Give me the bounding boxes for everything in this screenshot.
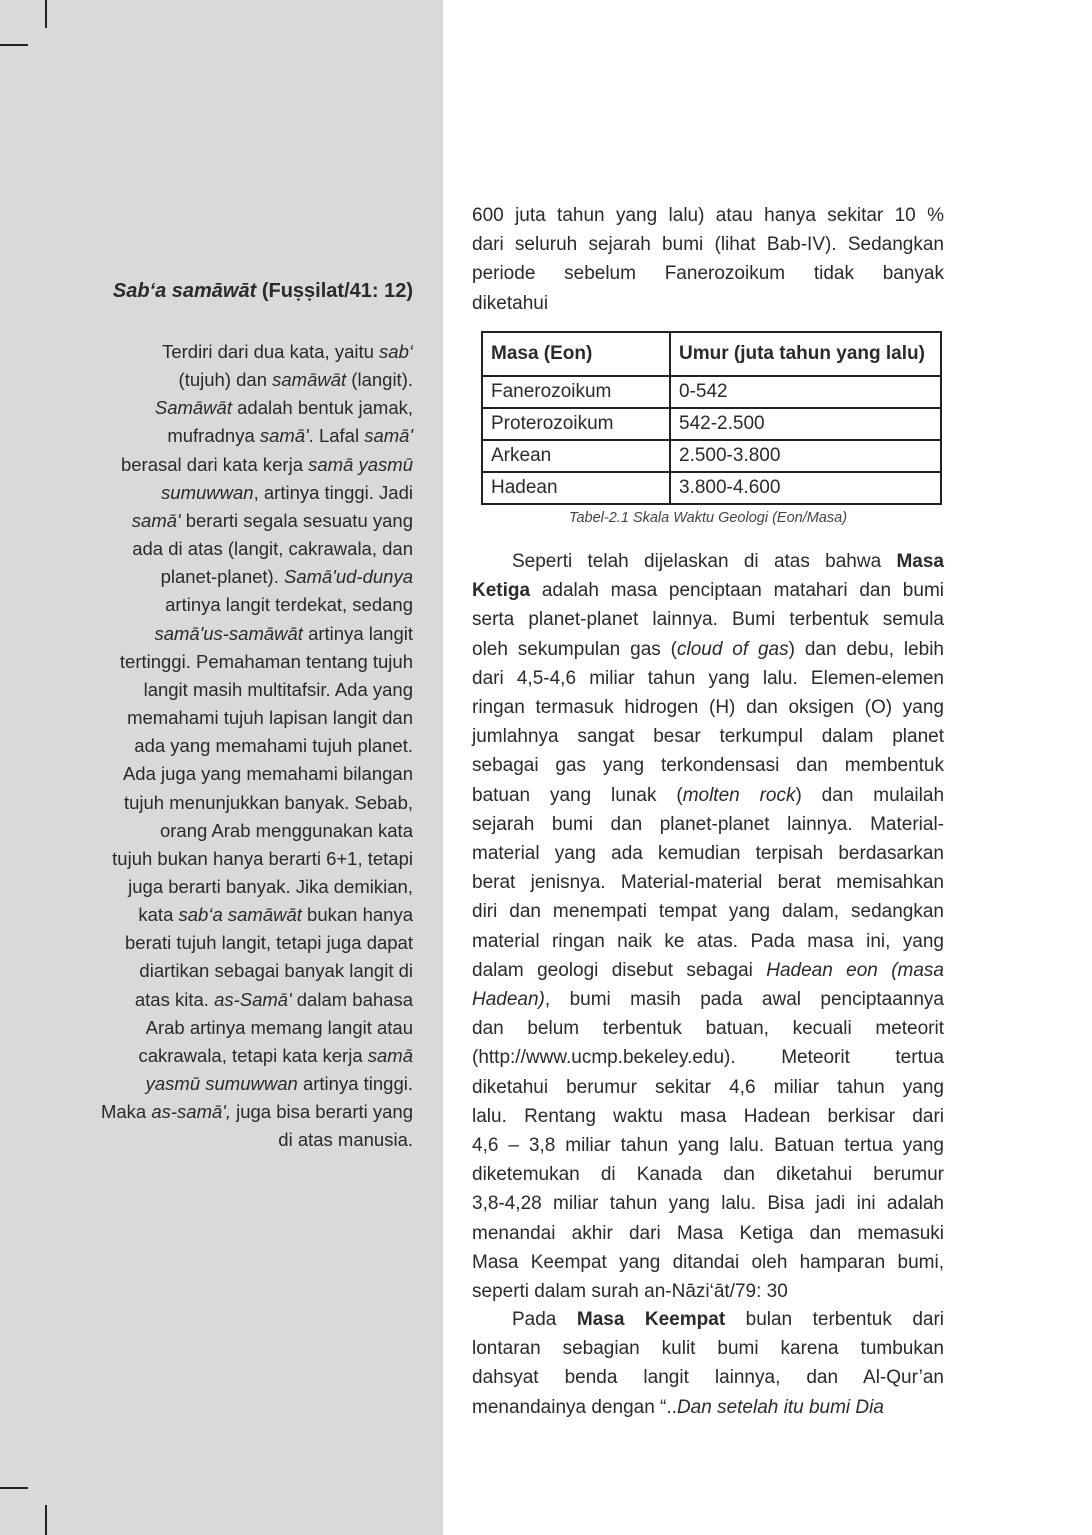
text-run: Pada [512,1309,577,1330]
text-run: oleh sekumpulan gas ( [472,638,677,660]
text-line [60,338,413,366]
text-line [60,366,413,394]
italic-text: samāwāt [272,369,347,391]
text-line [472,1305,944,1334]
text-line [472,751,944,780]
text-line [472,201,944,230]
text-run: . Lafal [308,425,365,447]
text-line [472,1334,944,1363]
text-line [472,259,944,288]
text-line [60,591,413,619]
text-line [472,985,944,1014]
italic-text: Hadean eon (masa [766,959,944,981]
cell-eon: Hadean [482,472,670,504]
text-run: Ada juga yang memahami bilangan [122,763,413,785]
crop-mark-top-horizontal [0,44,28,46]
text-run: planet-planet). [160,566,284,588]
text-run: dan belum terbentuk batuan, kecuali meteorit [472,1018,944,1040]
text-run: berat jenisnya. Material-material berat memisahkan [472,872,944,894]
text-line [472,1131,944,1160]
italic-text: samā' [364,425,413,447]
text-line [60,901,413,929]
text-run: memahami tujuh lapisan langit dan [127,707,413,729]
text-line [472,576,944,605]
table-row [482,376,941,408]
italic-text: as-samā', [151,1101,231,1123]
text-run: berasal dari kata kerja [120,453,309,475]
table-row [482,440,941,472]
text-run: seperti dalam surah an-Nāzi‘āt/79: 30 [472,1281,788,1303]
text-run: 4,6 – 3,8 miliar tahun yang lalu. Batuan tertua yang [472,1135,944,1157]
text-run: berati tujuh langit, tetapi juga dapat [125,932,413,954]
text-run: adalah bentuk jamak, [231,397,413,419]
text-line [472,1393,944,1422]
text-run: ada yang memahami tujuh planet. [134,735,413,757]
cell-age: 542-2.500 [670,408,941,440]
text-line [60,676,413,704]
table-row [482,408,941,440]
text-line [60,394,413,422]
text-run: 600 juta tahun yang lalu) atau hanya sekitar 10 % [472,205,944,226]
header-masa: Masa (Eon) [482,332,670,376]
text-line [472,1160,944,1189]
text-line [472,664,944,693]
sidebar-title [60,280,413,303]
text-line [472,1014,944,1043]
text-run: diketemukan di Kanada dan diketahui berumur [472,1164,944,1186]
text-run: lalu. Rentang waktu masa Hadean berkisar dari [472,1105,944,1127]
text-line [472,1102,944,1131]
text-run: dalam geologi disebut sebagai [472,959,767,981]
text-line [60,704,413,732]
text-run: tujuh bukan hanya berarti 6+1, tetapi [112,847,413,869]
italic-text: yasmū sumuwwan [145,1073,298,1095]
text-line [60,479,413,507]
text-line [472,693,944,722]
text-line [60,986,413,1014]
text-run: (Fuṣṣilat/41: 12) [256,280,413,302]
text-run: dari 4,5-4,6 miliar tahun yang lalu. Elemen-elemen [472,667,944,689]
text-run: , artinya tinggi. Jadi [253,481,413,503]
bold-text: Masa [896,551,944,572]
text-run: material yang ada kemudian terpisah berdasarkan [472,843,944,865]
text-run: (tujuh) dan [178,369,273,391]
text-line [60,1098,413,1126]
text-line [60,929,413,957]
italic-text: Samāwāt [154,397,232,419]
text-run: dahsyat benda langit lainnya, dan Al-Qur’an [472,1367,944,1389]
text-run: berarti segala sesuatu yang [180,509,413,531]
italic-text: Samā'ud-dunya [283,566,413,588]
text-line [60,451,413,479]
text-line [472,230,944,259]
text-line [472,1043,944,1072]
text-line [60,873,413,901]
text-run: material ringan naik ke atas. Pada masa ini, yang [472,930,944,952]
paragraph-intro [472,201,944,318]
text-line [60,817,413,845]
text-run: artinya tinggi. [297,1073,413,1095]
text-run: diketahui berumur sekitar 4,6 miliar tahun yang [472,1076,944,1098]
paragraph-masa-ketiga [472,547,944,1306]
cell-eon: Fanerozoikum [482,376,670,408]
text-run: diri dan menempati tempat yang dalam, sedangkan [472,901,944,923]
italic-text: samā'us-samāwāt [154,622,303,644]
cell-eon: Proterozoikum [482,408,670,440]
text-line [472,868,944,897]
sidebar-body [60,338,413,1155]
text-run: menandai akhir dari Masa Ketiga dan memasuki [472,1222,944,1244]
italic-text: Dan setelah itu bumi Dia [676,1396,884,1418]
text-line [472,635,944,664]
text-run: adalah masa penciptaan matahari dan bumi [530,580,944,602]
text-run: tujuh menunjukkan banyak. Sebab, [123,791,413,813]
text-line [472,1189,944,1218]
text-line [472,722,944,751]
text-run: batuan yang lunak ( [472,784,683,806]
text-run: Maka [100,1101,152,1123]
italic-text: as-Samā' [214,988,292,1010]
text-run: ada di atas (langit, cakrawala, dan [132,538,413,560]
cell-age: 3.800-4.600 [670,472,941,504]
text-run: Arab artinya memang langit atau [145,1016,413,1038]
text-line [60,648,413,676]
text-line [60,1070,413,1098]
text-run: menandainya dengan “.. [472,1396,677,1418]
text-run: bukan hanya [301,904,413,926]
text-run: diketahui [472,292,549,314]
table-row [482,472,941,504]
text-line [60,620,413,648]
text-run: dalam bahasa [291,988,413,1010]
text-run: ) dan mulailah [795,784,945,806]
paragraph-masa-keempat [472,1305,944,1422]
text-line [60,563,413,591]
sidebar-panel [0,0,443,1535]
bold-text: Masa Keempat [576,1309,726,1330]
crop-mark-top-vertical [45,0,47,28]
text-run: Masa Keempat yang ditandai oleh hamparan bumi, [472,1251,944,1273]
italic-text: samā [367,1044,413,1066]
cell-eon: Arkean [482,440,670,472]
italic-text: samā' [259,425,309,447]
italic-text: molten rock [682,784,796,806]
text-line [472,1073,944,1102]
text-line [60,957,413,985]
text-line [472,605,944,634]
text-line [472,781,944,810]
text-line [472,1248,944,1277]
text-line [60,422,413,450]
text-run: tertinggi. Pemahaman tentang tujuh [119,650,413,672]
text-line [60,507,413,535]
text-run: ) dan debu, lebih [788,638,944,660]
text-line [472,1277,944,1306]
text-run: (langit). [346,369,413,391]
text-line [472,897,944,926]
text-run: ringan termasuk hidrogen (H) dan oksigen (O) yang [472,697,944,719]
header-umur: Umur (juta tahun yang lalu) [670,332,941,376]
geologic-time-table [481,331,942,505]
table-header-row [482,332,941,376]
text-run: langit masih multitafsir. Ada yang [143,678,413,700]
text-line [472,810,944,839]
cell-age: 2.500-3.800 [670,440,941,472]
text-run: Seperti telah dijelaskan di atas bahwa [512,551,897,572]
text-run: serta planet-planet lainnya. Bumi terbentuk semula [472,609,944,631]
cell-age: 0-542 [670,376,941,408]
text-run: jumlahnya sangat besar terkumpul dalam planet [472,726,944,748]
italic-text: Sab‘a samāwāt [112,280,257,302]
table-caption: Tabel-2.1 Skala Waktu Geologi (Eon/Masa) [568,510,848,526]
text-run: sejarah bumi dan planet-planet lainnya. Material- [472,813,944,835]
text-line [60,845,413,873]
text-line [60,789,413,817]
text-line [60,760,413,788]
text-line [60,1014,413,1042]
text-run: juga berarti banyak. Jika demikian, [128,875,413,897]
text-run: diartikan sebagai banyak langit di [139,960,413,982]
text-run: bulan terbentuk dari [725,1309,944,1330]
italic-text: Hadean) [472,989,545,1011]
text-line [472,289,944,318]
text-line [472,1219,944,1248]
text-run: (http://www.ucmp.bekeley.edu). Meteorit tertua [472,1047,944,1069]
text-line [60,1042,413,1070]
italic-text: sab‘a samāwāt [178,904,302,926]
text-run: mufradnya [167,425,260,447]
text-run: artinya langit [302,622,413,644]
italic-text: samā' [131,509,181,531]
text-run: di atas manusia. [278,1129,413,1151]
text-line [472,956,944,985]
italic-text: samā yasmū [308,453,413,475]
text-line [472,1363,944,1392]
text-run: artinya langit terdekat, sedang [165,594,413,616]
bold-text: Ketiga [472,580,531,602]
text-run: juga bisa berarti yang [230,1101,413,1123]
text-run: periode sebelum Fanerozoikum tidak banyak [472,263,944,285]
text-line [472,927,944,956]
italic-text: sumuwwan [161,481,254,503]
text-line [472,547,944,576]
text-line [472,839,944,868]
text-run: , bumi masih pada awal penciptaannya [544,989,944,1011]
text-run: atas kita. [134,988,215,1010]
text-run: orang Arab menggunakan kata [159,819,413,841]
text-line [60,535,413,563]
italic-text: cloud of gas [676,638,789,660]
text-run: lontaran sebagian kulit bumi karena tumbukan [472,1338,944,1360]
text-run: dari seluruh sejarah bumi (lihat Bab-IV). Sedangkan [472,234,944,256]
text-line [60,732,413,760]
italic-text: sab‘ [379,341,413,362]
text-run: 3,8-4,28 miliar tahun yang lalu. Bisa jadi ini adalah [472,1193,944,1215]
text-run: kata [138,904,179,926]
text-run: cakrawala, tetapi kata kerja [138,1044,368,1066]
text-line [60,1126,413,1154]
text-run: sebagai gas yang terkondensasi dan membentuk [472,755,944,777]
crop-mark-bottom-horizontal [0,1487,28,1489]
text-run: Terdiri dari dua kata, yaitu [162,341,380,362]
crop-mark-bottom-vertical [45,1505,47,1535]
